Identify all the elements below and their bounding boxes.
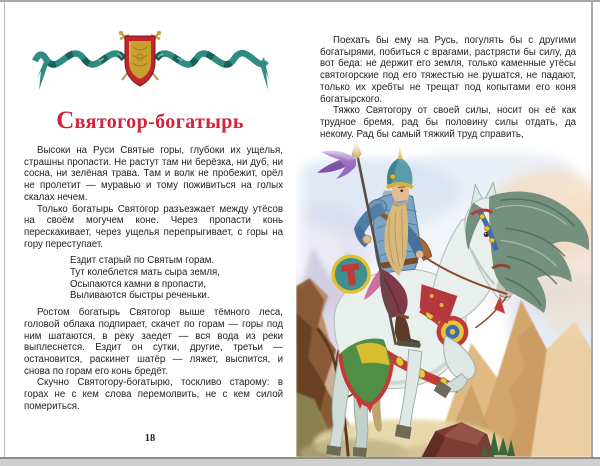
rider-hand (363, 235, 371, 243)
left-page-text (24, 145, 283, 412)
paragraph: Скучно Святогору-богатырю, тоскливо старому: в горах не с кем слова перемолвить, не с кем силой помериться. (24, 377, 283, 412)
paragraph: Ростом богатырь Святогор выше тёмного леса, головой облака подпирает, скачет по горам — горы под ним шатаются, в реку заедет — вся вода из реки выплеснется. Ездит он сутки, другие, третьи — остановится, раскинет шатёр — ляжет, выспится, и снова по горам его конь бредёт. (24, 307, 283, 377)
chapter-title: Святогор-богатырь (56, 107, 244, 134)
verse-line: Осыпаются камни в пропасти, (70, 278, 206, 290)
heraldic-shield-icon (125, 36, 155, 86)
page-edge-right (591, 2, 593, 457)
verse-line: Ездит старый по Святым горам. (70, 255, 215, 267)
verse-line: Тут колеблется мать сыра земля, (70, 267, 220, 279)
page-edge-top (0, 0, 600, 2)
left-page (5, 2, 295, 457)
page-edge-left (4, 2, 5, 457)
paragraph: Тяжко Святогору от своей силы, носит он её как трудное бремя, рад бы половину силы отдать, да некому. Рад бы самый тяжкий труд справить, (320, 105, 576, 140)
right-page-text (320, 35, 576, 140)
saddle-cloth (340, 339, 392, 414)
page-number: 18 (144, 433, 156, 444)
shield-ribbon-ornament (30, 12, 270, 97)
paragraph: Только богатырь Святогор разъезжает между утёсов на своём могучем коне. Через пропасти конь перескакивает, через ущелья перепрыгивает, с горы на гору переступает. (24, 203, 283, 250)
page-edge-bottom-band (0, 459, 600, 466)
svyatogor-illustration (296, 139, 592, 457)
right-page (295, 2, 592, 457)
verse-block (70, 255, 283, 302)
paragraph: Высоки на Руси Святые горы, глубоки их ущелья, страшны пропасти. Не растут там ни берёзка, ни дуб, ни сосна, ни зелёная трава. Там и волк не пробежит, орёл не пролетит — муравью и тому поживиться на голых скалах нечем. (24, 145, 283, 203)
verse-line: Выливаются быстры реченьки. (70, 290, 210, 302)
paragraph: Поехать бы ему на Русь, погулять бы с другими богатырями, побиться с врагами, растрясти бы силу, да вот беда: не держит его земля, только каменные утёсы святогорские под его тяжестью не рушатся, не падают, только их хребты не трещат под копытами его коня богатырского. (320, 35, 576, 105)
